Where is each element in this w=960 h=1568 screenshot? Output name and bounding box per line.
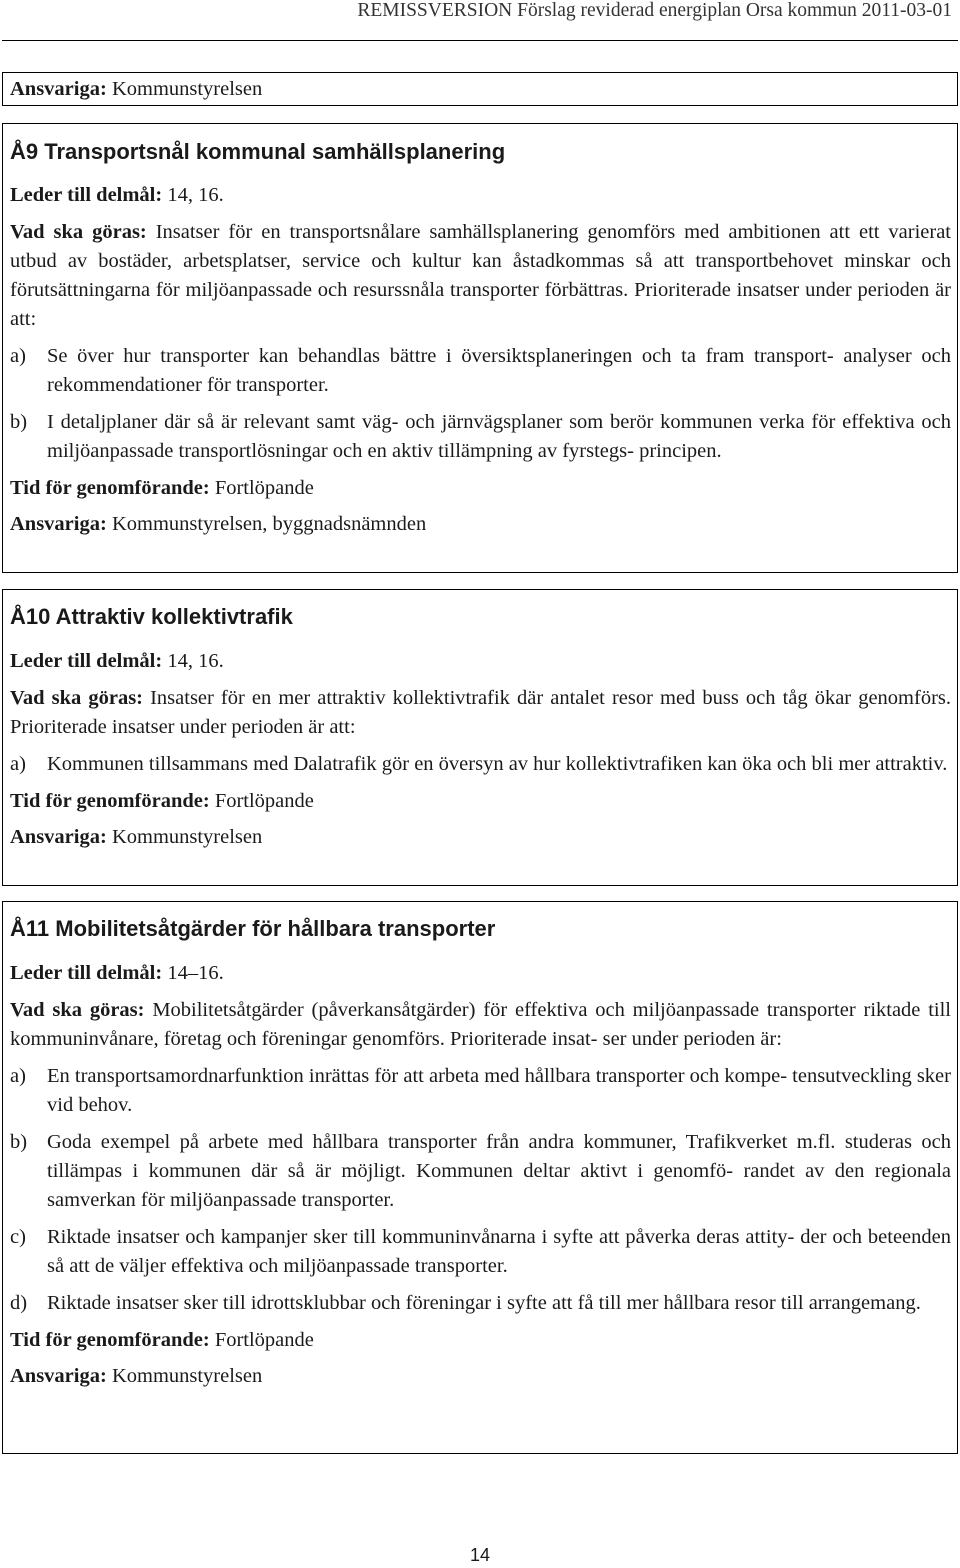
section-title: Å11 Mobilitetsåtgärder för hållbara transporter <box>10 916 496 941</box>
vad-label: Vad ska göras: <box>10 999 145 1021</box>
tid-line <box>10 1326 951 1355</box>
list-item <box>10 1128 951 1215</box>
list-item <box>10 1223 951 1281</box>
item-letter: c) <box>10 1226 26 1248</box>
list-item <box>10 1289 951 1318</box>
delmal-label: Leder till delmål: <box>10 184 163 206</box>
tid-label: Tid för genomförande: <box>10 790 210 812</box>
tid-value: Fortlöpande <box>214 790 314 812</box>
header-rule <box>2 40 958 41</box>
item-text: En transportsamordnarfunktion inrättas för att arbeta med hållbara transporter och kompe- tensutveckling sker vid behov. <box>47 1065 951 1116</box>
running-header: REMISSVERSION Förslag reviderad energiplan Orsa kommun 2011-03-01 <box>357 0 952 21</box>
page-number: 14 <box>469 1545 491 1565</box>
section-title: Å10 Attraktiv kollektivtrafik <box>10 604 293 629</box>
ansvariga-label: Ansvariga: <box>10 826 107 848</box>
vad-label: Vad ska göras: <box>10 687 144 709</box>
item-letter: a) <box>10 753 26 775</box>
item-letter: b) <box>10 1131 28 1153</box>
vad-ska-goras-paragraph <box>10 684 951 742</box>
ansvariga-value: Kommunstyrelsen <box>111 1365 263 1387</box>
section-a9-box <box>2 123 958 573</box>
vad-ska-goras-paragraph <box>10 996 951 1054</box>
list-item <box>10 408 951 466</box>
ansvariga-label: Ansvariga: <box>10 1365 107 1387</box>
vad-text: Mobilitetsåtgärder (påverkansåtgärder) för effektiva och miljöanpassade transporter riktade till kommuninvånare, företag och föreningar genomförs. Prioriterade insat- ser under perioden är: <box>10 999 952 1050</box>
item-letter: a) <box>10 1065 26 1087</box>
vad-text: Insatser för en mer attraktiv kollektivtrafik där antalet resor med buss och tåg ökar genomförs. Prioriterade insatser under perioden är att: <box>10 687 952 738</box>
item-letter: b) <box>10 411 28 433</box>
delmal-line <box>10 181 951 210</box>
ansvariga-value: Kommunstyrelsen <box>111 826 263 848</box>
delmal-label: Leder till delmål: <box>10 962 163 984</box>
tid-line <box>10 474 951 503</box>
delmal-value: 14, 16. <box>167 184 224 206</box>
priority-list <box>10 342 951 466</box>
vad-ska-goras-paragraph <box>10 218 951 334</box>
delmal-line <box>10 959 951 988</box>
item-text: Se över hur transporter kan behandlas bättre i översiktsplaneringen och ta fram transport- analyser och rekommendationer för transporter. <box>47 345 951 396</box>
ansvariga-line <box>10 823 951 852</box>
tid-label: Tid för genomförande: <box>10 477 210 499</box>
item-text: Riktade insatser sker till idrottsklubbar och föreningar i syfte att få till mer hållbara resor till arrangemang. <box>47 1292 921 1314</box>
tid-value: Fortlöpande <box>214 1329 314 1351</box>
item-letter: d) <box>10 1292 28 1314</box>
delmal-value: 14–16. <box>167 962 224 984</box>
vad-text: Insatser för en transportsnålare samhällsplanering genomförs med ambitionen att ett varierat utbud av bostäder, arbetsplatser, service och kultur kan åstadkommas så att transportbehovet minskar och förutsättningarna för miljöanpassade och resurssnåla transporter förbättras. Prioriterade insatser under perioden är att: <box>10 221 951 330</box>
list-item <box>10 1062 951 1120</box>
tid-line <box>10 787 951 816</box>
vad-label: Vad ska göras: <box>10 221 147 243</box>
ansvariga-label: Ansvariga: <box>10 513 107 535</box>
item-text: Goda exempel på arbete med hållbara transporter från andra kommuner, Trafikverket m.fl. studeras och tillämpas i kommunen där så är möjligt. Kommunen deltar aktivt i genomfö- randet av den regionala samverkan för miljöanpassade transporter. <box>47 1131 951 1211</box>
ansvariga-line <box>10 75 951 104</box>
ansvariga-value: Kommunstyrelsen <box>111 78 263 100</box>
list-item <box>10 342 951 400</box>
ansvariga-line <box>10 1362 951 1391</box>
priority-list <box>10 1062 951 1318</box>
previous-section-tail-box <box>2 72 958 106</box>
item-text: Kommunen tillsammans med Dalatrafik gör en översyn av hur kollektivtrafiken kan öka och bli mer attraktiv. <box>47 753 948 775</box>
tid-label: Tid för genomförande: <box>10 1329 210 1351</box>
delmal-line <box>10 647 951 676</box>
delmal-label: Leder till delmål: <box>10 650 163 672</box>
ansvariga-label: Ansvariga: <box>10 78 107 100</box>
priority-list <box>10 750 951 779</box>
delmal-value: 14, 16. <box>167 650 224 672</box>
tid-value: Fortlöpande <box>214 477 314 499</box>
ansvariga-value: Kommunstyrelsen, byggnadsnämnden <box>111 513 427 535</box>
item-text: Riktade insatser och kampanjer sker till kommuninvånarna i syfte att påverka deras attity- der och beteenden så att de väljer effektiva och miljöanpassade transporter. <box>47 1226 951 1277</box>
item-text: I detaljplaner där så är relevant samt väg- och järnvägsplaner som berör kommunen verka för effektiva och miljöanpassade transportlösningar och en aktiv tillämpning av fyrstegs- principen. <box>47 411 951 462</box>
item-letter: a) <box>10 345 26 367</box>
section-a11-box <box>2 901 958 1454</box>
section-title: Å9 Transportsnål kommunal samhällsplanering <box>10 139 506 164</box>
section-a10-box <box>2 589 958 886</box>
ansvariga-line <box>10 510 951 539</box>
list-item <box>10 750 951 779</box>
